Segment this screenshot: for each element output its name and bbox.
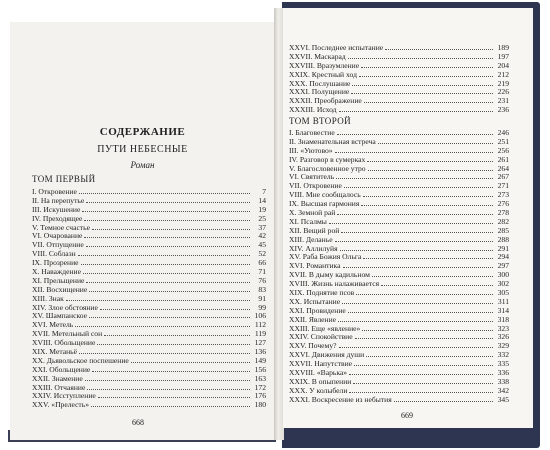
toc-entry-title: XXI. Провидение bbox=[289, 305, 346, 315]
left-page-number: 668 bbox=[132, 418, 144, 427]
toc-entry-page: 71 bbox=[258, 267, 266, 277]
dot-leader bbox=[86, 245, 250, 247]
toc-entry-title: XXXII. Преображение bbox=[289, 96, 362, 106]
dot-leader bbox=[89, 316, 250, 318]
toc-entry-page: 332 bbox=[497, 350, 509, 360]
toc-entry bbox=[289, 396, 509, 405]
dot-leader bbox=[89, 290, 250, 292]
dot-leader bbox=[381, 284, 493, 286]
dot-leader bbox=[338, 320, 493, 322]
genre-label: Роман bbox=[130, 160, 155, 170]
toc-entry-page: 76 bbox=[258, 275, 266, 285]
toc-entry-title: IX. Высшая гармония bbox=[289, 199, 360, 209]
toc-entry-page: 336 bbox=[497, 368, 509, 378]
dot-leader bbox=[86, 281, 250, 283]
toc-entry-page: 300 bbox=[497, 270, 509, 280]
toc-entry-page: 14 bbox=[258, 195, 266, 205]
dot-leader bbox=[75, 325, 250, 327]
toc-entry-title: XXVIII. «Варька» bbox=[289, 368, 348, 378]
toc-entry-title: XXVII. Напутствие bbox=[289, 359, 353, 369]
toc-entry-title: VII. Откровение bbox=[289, 181, 342, 191]
toc-entry-page: 282 bbox=[497, 216, 509, 226]
dot-leader bbox=[385, 48, 493, 50]
dot-leader bbox=[352, 84, 493, 86]
volume-one-title: ТОМ ПЕРВЫЙ bbox=[32, 174, 96, 184]
right-page bbox=[283, 8, 533, 428]
toc-entry-page: 335 bbox=[497, 359, 509, 369]
toc-entry-title: XXVII. Маскарад bbox=[289, 51, 346, 61]
toc-entry-title: X. Наваждение bbox=[32, 267, 81, 277]
toc-entry-page: 273 bbox=[497, 190, 509, 200]
dot-leader bbox=[378, 142, 493, 144]
toc-entry-page: 326 bbox=[497, 332, 509, 342]
toc-entry-title: VI. Святитель bbox=[289, 172, 335, 182]
dot-leader bbox=[339, 346, 493, 348]
toc-heading: СОДЕРЖАНИЕ bbox=[99, 126, 186, 138]
dot-leader bbox=[372, 275, 493, 277]
dot-leader bbox=[340, 249, 493, 251]
dot-leader bbox=[84, 236, 250, 238]
dot-leader bbox=[100, 308, 250, 310]
dot-leader bbox=[361, 204, 493, 206]
toc-entry-page: 7 bbox=[262, 187, 266, 196]
toc-entry-title: XXI. Обольщение bbox=[32, 364, 91, 374]
dot-leader bbox=[336, 177, 493, 179]
toc-entry-title: V. Благословенное утро bbox=[289, 163, 366, 173]
novel-title: ПУТИ НЕБЕСНЫЕ bbox=[97, 144, 188, 155]
dot-leader bbox=[79, 192, 250, 194]
dot-leader bbox=[356, 293, 493, 295]
toc-entry-page: 231 bbox=[497, 96, 509, 106]
toc-entry-title: XXVI. Последнее испытание bbox=[289, 43, 384, 52]
dot-leader bbox=[82, 210, 250, 212]
toc-entry-page: 251 bbox=[497, 136, 509, 146]
toc-entry-title: I. Откровение bbox=[32, 187, 77, 196]
toc-entry-title: XIII. Знак bbox=[32, 293, 64, 303]
dot-leader bbox=[66, 299, 250, 301]
toc-entry-page: 297 bbox=[497, 261, 509, 271]
toc-entry-page: 149 bbox=[254, 355, 266, 365]
toc-entry-title: IV. Преходящее bbox=[32, 213, 83, 223]
toc-entry-page: 246 bbox=[497, 128, 509, 137]
left-page bbox=[10, 22, 275, 440]
toc-entry-page: 156 bbox=[254, 364, 266, 374]
dot-leader bbox=[367, 160, 493, 162]
dot-leader bbox=[348, 311, 493, 313]
volume-two-title: ТОМ ВТОРОЙ bbox=[289, 116, 352, 126]
right-page-number: 669 bbox=[401, 411, 413, 420]
dot-leader bbox=[366, 355, 493, 357]
toc-entry-page: 66 bbox=[258, 258, 266, 268]
toc-entry-page: 212 bbox=[497, 69, 509, 79]
toc-entry-page: 323 bbox=[497, 323, 509, 333]
dot-leader bbox=[131, 361, 250, 363]
toc-entry-page: 314 bbox=[497, 305, 509, 315]
toc-entry-page: 106 bbox=[254, 311, 266, 321]
toc-entry-title: VII. Отпущение bbox=[32, 240, 84, 250]
toc-entry-title: XIX. Поднятие псов bbox=[289, 288, 355, 298]
dot-leader bbox=[91, 405, 250, 407]
toc-entry-title: XVI. Романтика bbox=[289, 261, 341, 271]
dot-leader bbox=[364, 101, 493, 103]
toc-entry-page: 226 bbox=[497, 87, 509, 97]
dot-leader bbox=[363, 195, 493, 197]
toc-entry-page: 189 bbox=[497, 43, 509, 52]
dot-leader bbox=[354, 364, 493, 366]
dot-leader bbox=[359, 75, 493, 77]
toc-entry-title: XI. Псалмы bbox=[289, 216, 327, 226]
toc-entry-title: VIII. Соблазн bbox=[32, 249, 76, 259]
toc-entry bbox=[289, 106, 509, 115]
toc-entry-title: XVIII. Обольщение bbox=[32, 338, 96, 348]
dot-leader bbox=[92, 370, 250, 372]
dot-leader bbox=[85, 379, 250, 381]
toc-entry-page: 338 bbox=[497, 376, 509, 386]
dot-leader bbox=[337, 133, 493, 135]
dot-leader bbox=[351, 92, 493, 94]
dot-leader bbox=[98, 396, 250, 398]
toc-entry-page: 180 bbox=[254, 400, 266, 410]
toc-entry-page: 204 bbox=[497, 60, 509, 70]
toc-entry-page: 302 bbox=[497, 279, 509, 289]
toc-entry-title: V. Темное счастье bbox=[32, 222, 90, 232]
toc-entry-page: 256 bbox=[497, 145, 509, 155]
toc-entry-title: XIV. Аллилуйя bbox=[289, 243, 338, 253]
dot-leader bbox=[343, 266, 494, 268]
dot-leader bbox=[81, 263, 250, 265]
dot-leader bbox=[349, 373, 493, 375]
toc-entry-page: 83 bbox=[258, 284, 266, 294]
toc-entry-title: XXV. «Прелесть» bbox=[32, 400, 90, 410]
toc-entry-page: 219 bbox=[497, 78, 509, 88]
toc-entry-page: 45 bbox=[258, 240, 266, 250]
dot-leader bbox=[353, 382, 493, 384]
toc-entry-title: XII. Вещий рой bbox=[289, 225, 340, 235]
dot-leader bbox=[341, 231, 493, 233]
volume-one-contents bbox=[32, 188, 266, 410]
toc-entry-page: 176 bbox=[254, 391, 266, 401]
dot-leader bbox=[87, 388, 250, 390]
toc-entry-page: 305 bbox=[497, 288, 509, 298]
toc-entry bbox=[32, 286, 266, 295]
toc-entry-page: 288 bbox=[497, 234, 509, 244]
dot-leader bbox=[349, 391, 493, 393]
dot-leader bbox=[335, 240, 493, 242]
toc-entry-page: 42 bbox=[258, 231, 266, 241]
toc-entry-page: 318 bbox=[497, 314, 509, 324]
toc-entry-page: 25 bbox=[258, 213, 266, 223]
toc-entry-page: 136 bbox=[254, 347, 266, 357]
toc-entry-title: XXIX. Крестный ход bbox=[289, 69, 357, 79]
toc-entry-title: XXIV. Спокойствие bbox=[289, 332, 353, 342]
toc-entry-title: XXII. Явление bbox=[289, 314, 337, 324]
dot-leader bbox=[344, 186, 493, 188]
toc-entry-title: XX. Испытание bbox=[289, 296, 341, 306]
toc-entry-page: 342 bbox=[497, 385, 509, 395]
dot-leader bbox=[92, 228, 250, 230]
toc-entry-page: 271 bbox=[497, 181, 509, 191]
toc-entry-title: XXIX. В опыпении bbox=[289, 376, 352, 386]
dot-leader bbox=[368, 169, 493, 171]
toc-entry-title: III. «Уютово» bbox=[289, 145, 333, 155]
toc-entry-page: 163 bbox=[254, 373, 266, 383]
dot-leader bbox=[342, 302, 493, 304]
dot-leader bbox=[394, 400, 493, 402]
dot-leader bbox=[79, 352, 250, 354]
toc-entry-title: XVII. Метельный сон bbox=[32, 329, 103, 339]
toc-entry-page: 261 bbox=[497, 154, 509, 164]
dot-leader bbox=[83, 272, 250, 274]
dot-leader bbox=[84, 219, 250, 221]
dot-leader bbox=[361, 66, 493, 68]
toc-entry-title: XVI. Метель bbox=[32, 320, 74, 330]
toc-entry-title: X. Земной рай bbox=[289, 208, 336, 218]
toc-entry-title: XIII. Деланье bbox=[289, 234, 333, 244]
toc-entry-title: XXX. Послушание bbox=[289, 78, 351, 88]
toc-entry-page: 172 bbox=[254, 382, 266, 392]
dot-leader bbox=[355, 337, 493, 339]
toc-entry-title: XIX. Метаньё bbox=[32, 347, 77, 357]
toc-entry-title: XVII. В дыму кадильном bbox=[289, 270, 370, 280]
volume-two-contents bbox=[289, 129, 509, 405]
toc-entry-title: XXV. Почему? bbox=[289, 341, 337, 351]
toc-entry-title: IX. Прозрение bbox=[32, 258, 79, 268]
toc-entry-title: XV. Шампанское bbox=[32, 311, 88, 321]
toc-entry-title: XXXI. Воскресение из небытия bbox=[289, 394, 392, 404]
toc-entry-title: XXIV. Исступление bbox=[32, 391, 96, 401]
toc-entry-title: II. Знаменательная встреча bbox=[289, 136, 376, 146]
dot-leader bbox=[335, 151, 493, 153]
toc-entry-title: XVIII. Жизнь налаживается bbox=[289, 279, 380, 289]
toc-entry-page: 264 bbox=[497, 163, 509, 173]
toc-entry-title: XXXI. Полущение bbox=[289, 87, 350, 97]
toc-entry-title: II. На перепутье bbox=[32, 195, 85, 205]
toc-entry-page: 291 bbox=[497, 243, 509, 253]
toc-entry-title: IV. Разговор в сумерках bbox=[289, 154, 366, 164]
toc-entry-page: 294 bbox=[497, 252, 509, 262]
toc-entry-title: XI. Прельщение bbox=[32, 275, 85, 285]
dot-leader bbox=[362, 329, 493, 331]
toc-entry-page: 267 bbox=[497, 172, 509, 182]
toc-entry-page: 19 bbox=[258, 204, 266, 214]
toc-entry-title: I. Благовестие bbox=[289, 128, 335, 137]
toc-entry-title: III. Искушение bbox=[32, 204, 81, 214]
toc-entry-title: XX. Дьявольское поспешение bbox=[32, 355, 129, 365]
toc-entry-page: 127 bbox=[254, 338, 266, 348]
toc-entry-title: XII. Восхищение bbox=[32, 284, 88, 294]
toc-entry-title: XXXIII. Исход bbox=[289, 105, 337, 115]
toc-entry-page: 311 bbox=[497, 296, 509, 306]
toc-entry-page: 99 bbox=[258, 302, 266, 312]
toc-entry-title: XXII. Знамение bbox=[32, 373, 83, 383]
toc-entry-title: VIII. Мне сообщалось bbox=[289, 190, 361, 200]
toc-entry-title: XXVI. Движения души bbox=[289, 350, 365, 360]
toc-entry-page: 236 bbox=[497, 105, 509, 115]
toc-entry-page: 278 bbox=[497, 208, 509, 218]
toc-entry-title: XXVIII. Вразумление bbox=[289, 60, 360, 70]
dot-leader bbox=[104, 334, 250, 336]
toc-entry-page: 276 bbox=[497, 199, 509, 209]
toc-entry-page: 329 bbox=[497, 341, 509, 351]
toc-entry-title: XV. Раба Божия Ольга bbox=[289, 252, 362, 262]
dot-leader bbox=[363, 257, 493, 259]
dot-leader bbox=[329, 222, 493, 224]
dot-leader bbox=[337, 213, 493, 215]
toc-entry-page: 52 bbox=[258, 249, 266, 259]
toc-entry-page: 119 bbox=[254, 329, 266, 339]
toc-entry-title: VI. Очарование bbox=[32, 231, 83, 241]
toc-entry-page: 197 bbox=[497, 51, 509, 61]
volume-one-contents-continued bbox=[289, 44, 509, 115]
toc-entry-page: 285 bbox=[497, 225, 509, 235]
toc-entry-title: XIV. Злое обстояние bbox=[32, 302, 98, 312]
dot-leader bbox=[78, 254, 250, 256]
toc-entry-page: 91 bbox=[258, 293, 266, 303]
toc-entry-page: 345 bbox=[497, 394, 509, 404]
toc-entry-page: 37 bbox=[258, 222, 266, 232]
dot-leader bbox=[97, 343, 250, 345]
toc-entry-title: XXX. У колыбели bbox=[289, 385, 348, 395]
dot-leader bbox=[348, 57, 493, 59]
toc-entry-title: XXIII. Отчаяние bbox=[32, 382, 86, 392]
toc-entry bbox=[32, 401, 266, 410]
toc-entry-page: 112 bbox=[254, 320, 266, 330]
toc-entry-title: XXIII. Еще «явление» bbox=[289, 323, 361, 333]
dot-leader bbox=[339, 110, 493, 112]
dot-leader bbox=[86, 201, 250, 203]
